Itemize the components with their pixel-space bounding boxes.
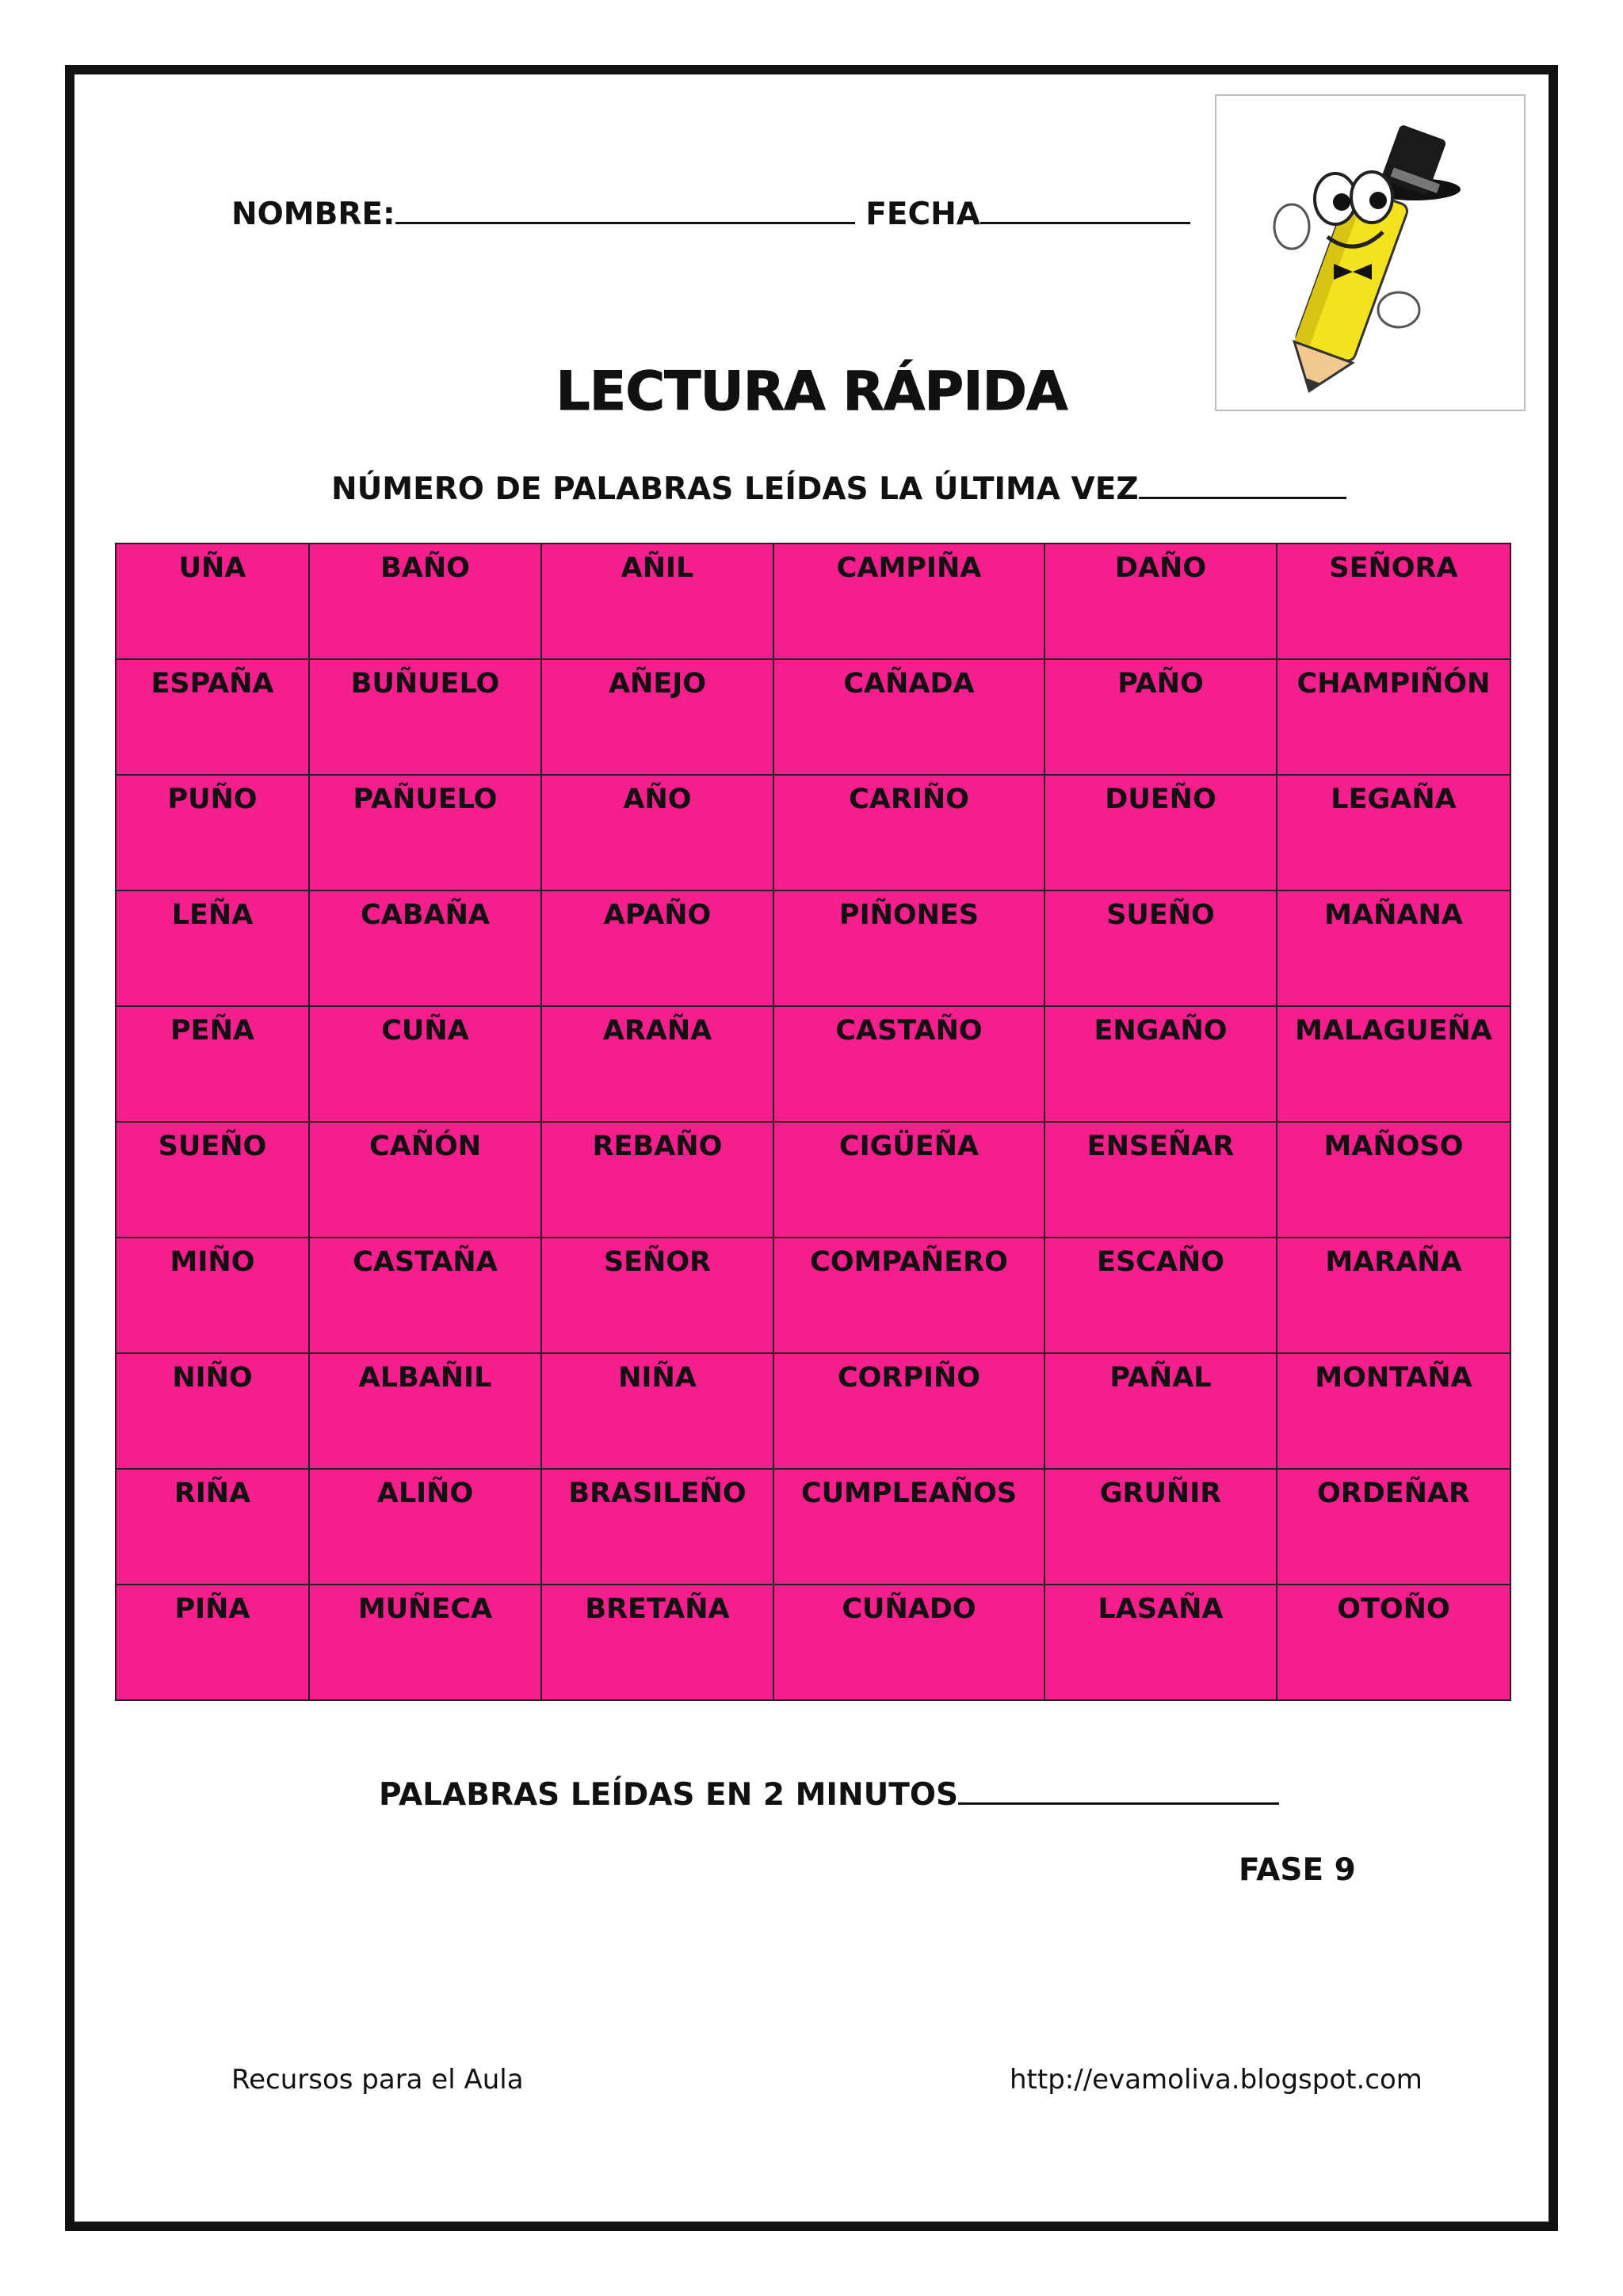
word-cell: REBAÑO xyxy=(541,1122,773,1238)
word-cell: APAÑO xyxy=(541,891,773,1006)
word-cell: PEÑA xyxy=(116,1006,309,1122)
word-cell: ENGAÑO xyxy=(1044,1006,1277,1122)
word-cell: BAÑO xyxy=(309,543,541,659)
word-cell: CAÑÓN xyxy=(309,1122,541,1238)
word-grid xyxy=(115,543,1511,1701)
word-cell: RIÑA xyxy=(116,1469,309,1585)
word-cell: LEGAÑA xyxy=(1277,775,1510,891)
word-cell: LASAÑA xyxy=(1044,1585,1277,1700)
word-cell: NIÑA xyxy=(541,1353,773,1469)
word-row xyxy=(116,1006,1510,1122)
word-cell: ESPAÑA xyxy=(116,659,309,775)
word-cell: DUEÑO xyxy=(1044,775,1277,891)
word-cell: DAÑO xyxy=(1044,543,1277,659)
word-cell: LEÑA xyxy=(116,891,309,1006)
word-cell: SUEÑO xyxy=(116,1122,309,1238)
name-label: NOMBRE: xyxy=(231,196,395,232)
word-cell: CUÑA xyxy=(309,1006,541,1122)
word-cell: GRUÑIR xyxy=(1044,1469,1277,1585)
previous-count-blank xyxy=(1139,490,1346,499)
previous-count-field xyxy=(331,471,1346,507)
word-cell: SEÑOR xyxy=(541,1238,773,1353)
word-cell: NIÑO xyxy=(116,1353,309,1469)
footer-url: http://evamoliva.blogspot.com xyxy=(1010,2064,1423,2096)
word-row xyxy=(116,1122,1510,1238)
word-cell: CUMPLEAÑOS xyxy=(773,1469,1044,1585)
word-cell: AÑO xyxy=(541,775,773,891)
word-cell: ESCAÑO xyxy=(1044,1238,1277,1353)
word-row xyxy=(116,1353,1510,1469)
word-cell: PIÑA xyxy=(116,1585,309,1700)
word-cell: CORPIÑO xyxy=(773,1353,1044,1469)
word-row xyxy=(116,1469,1510,1585)
word-cell: CUÑADO xyxy=(773,1585,1044,1700)
word-cell: MUÑECA xyxy=(309,1585,541,1700)
page-title: LECTURA RÁPIDA xyxy=(556,360,1067,423)
words-read-blank xyxy=(958,1796,1279,1805)
word-cell: OTOÑO xyxy=(1277,1585,1510,1700)
phase-label: FASE 9 xyxy=(1239,1852,1356,1888)
word-cell: SUEÑO xyxy=(1044,891,1277,1006)
word-cell: MAÑOSO xyxy=(1277,1122,1510,1238)
word-cell: CABAÑA xyxy=(309,891,541,1006)
word-cell: ALIÑO xyxy=(309,1469,541,1585)
word-cell: PIÑONES xyxy=(773,891,1044,1006)
word-cell: AÑEJO xyxy=(541,659,773,775)
name-blank xyxy=(395,215,855,224)
word-cell: CIGÜEÑA xyxy=(773,1122,1044,1238)
word-cell: CHAMPIÑÓN xyxy=(1277,659,1510,775)
word-cell: CASTAÑA xyxy=(309,1238,541,1353)
word-cell: BRASILEÑO xyxy=(541,1469,773,1585)
word-cell: CASTAÑO xyxy=(773,1006,1044,1122)
word-cell: MALAGUEÑA xyxy=(1277,1006,1510,1122)
word-row xyxy=(116,1585,1510,1700)
word-cell: ENSEÑAR xyxy=(1044,1122,1277,1238)
word-row xyxy=(116,543,1510,659)
header-fields xyxy=(231,196,1190,232)
word-cell: ALBAÑIL xyxy=(309,1353,541,1469)
word-cell: MARAÑA xyxy=(1277,1238,1510,1353)
word-cell: PAÑUELO xyxy=(309,775,541,891)
word-cell: CAMPIÑA xyxy=(773,543,1044,659)
word-cell: PAÑAL xyxy=(1044,1353,1277,1469)
word-cell: MONTAÑA xyxy=(1277,1353,1510,1469)
words-read-label: PALABRAS LEÍDAS EN 2 MINUTOS xyxy=(379,1777,959,1813)
word-cell: CAÑADA xyxy=(773,659,1044,775)
word-row xyxy=(116,891,1510,1006)
word-row xyxy=(116,1238,1510,1353)
word-cell: CARIÑO xyxy=(773,775,1044,891)
word-cell: MAÑANA xyxy=(1277,891,1510,1006)
word-cell: SEÑORA xyxy=(1277,543,1510,659)
word-cell: ORDEÑAR xyxy=(1277,1469,1510,1585)
word-row xyxy=(116,659,1510,775)
word-cell: ARAÑA xyxy=(541,1006,773,1122)
word-cell: UÑA xyxy=(116,543,309,659)
previous-count-label: NÚMERO DE PALABRAS LEÍDAS LA ÚLTIMA VEZ xyxy=(331,471,1139,507)
word-cell: BRETAÑA xyxy=(541,1585,773,1700)
word-cell: COMPAÑERO xyxy=(773,1238,1044,1353)
date-label: FECHA xyxy=(865,196,980,232)
word-cell: MIÑO xyxy=(116,1238,309,1353)
word-row xyxy=(116,775,1510,891)
word-cell: BUÑUELO xyxy=(309,659,541,775)
word-cell: PAÑO xyxy=(1044,659,1277,775)
word-cell: AÑIL xyxy=(541,543,773,659)
footer-credit: Recursos para el Aula xyxy=(231,2064,524,2096)
date-blank xyxy=(980,215,1190,224)
word-cell: PUÑO xyxy=(116,775,309,891)
words-read-field xyxy=(379,1777,1279,1813)
